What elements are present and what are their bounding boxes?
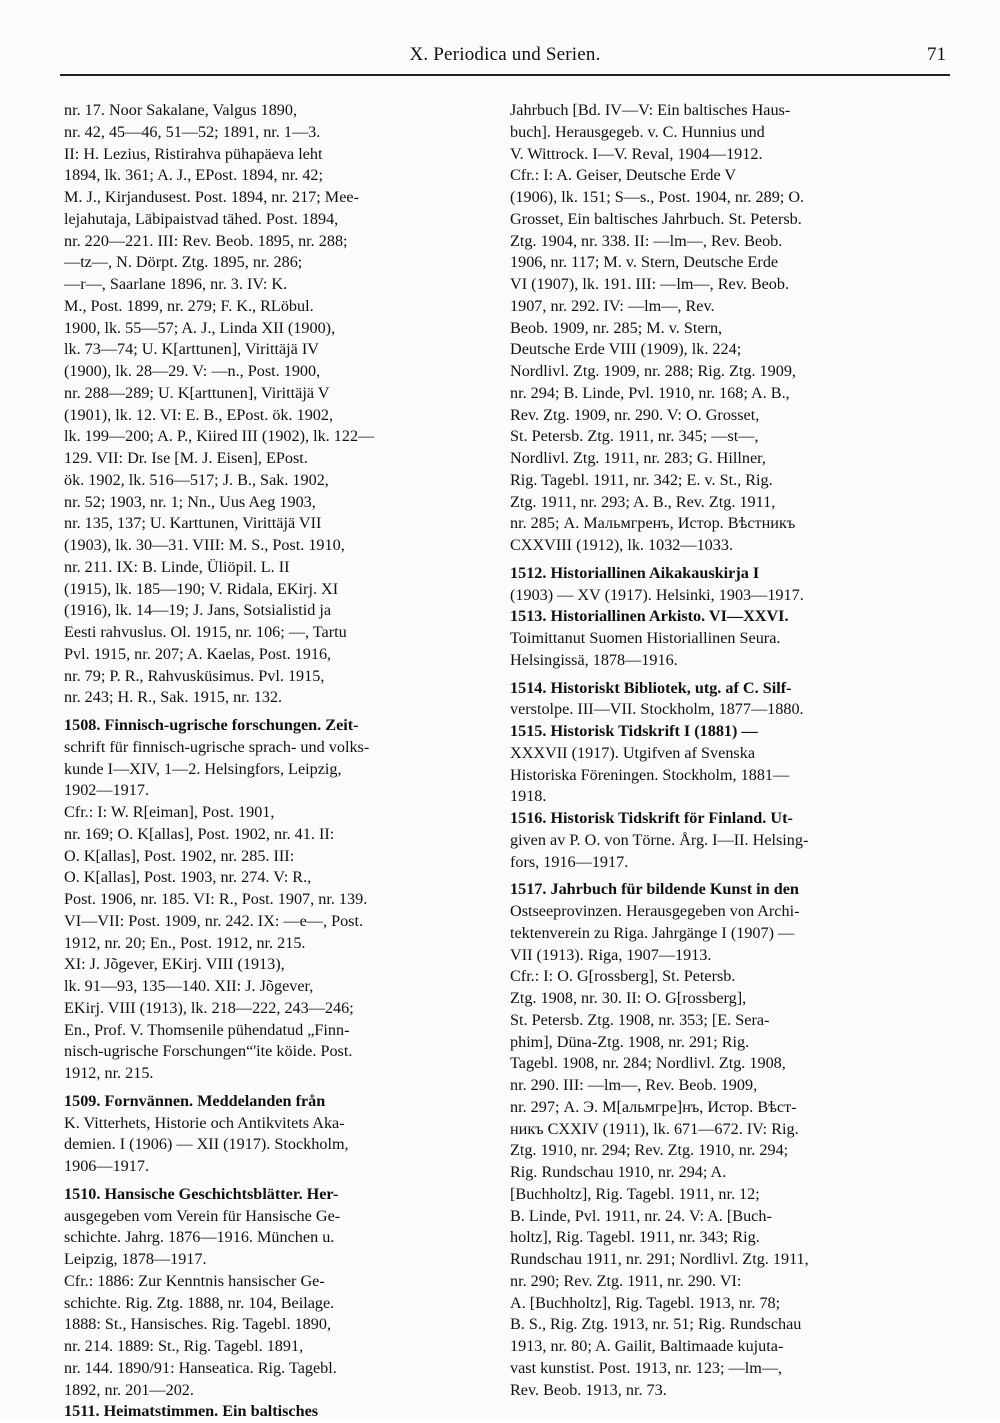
text-line: verstolpe. III—VII. Stockholm, 1877—1880.	[510, 700, 804, 719]
text-line: Helsingissä, 1878—1916.	[510, 650, 678, 669]
text-line: (1906), lk. 151; S—s., Post. 1904, nr. 289; O.	[510, 188, 805, 206]
text-line: 1918.	[510, 787, 547, 806]
text-line: B. S., Rig. Ztg. 1913, nr. 51; Rig. Rundschau	[510, 1315, 802, 1334]
text-line: Cfr.: 1886: Zur Kenntnis hansischer Ge-	[64, 1271, 325, 1290]
text-line: Eesti rahvuslus. Ol. 1915, nr. 106; —, Tartu	[64, 623, 347, 641]
page-header	[60, 40, 950, 76]
text-line: Cfr.: I: W. R[eiman], Post. 1901,	[64, 803, 275, 821]
text-line: demien. I (1906) — XII (1917). Stockholm,	[64, 1135, 349, 1154]
text-line: 1913, nr. 80; A. Gailit, Baltimaade kujuta-	[510, 1337, 784, 1355]
text-line: V. Wittrock. I—V. Reval, 1904—1912.	[510, 144, 763, 163]
text-line: XI: J. Jõgever, EKirj. VIII (1913),	[64, 955, 285, 974]
text-line: tektenverein zu Riga. Jahrgänge I (1907) —	[510, 923, 795, 942]
text-line: Ztg. 1904, nr. 338. II: —lm—, Rev. Beob.	[510, 231, 783, 250]
text-line: ök. 1902, lk. 516—517; J. B., Sak. 1902,	[64, 470, 329, 489]
text-line: (1915), lk. 185—190; V. Ridala, EKirj. XI	[64, 579, 339, 598]
text-line: Beob. 1909, nr. 285; M. v. Stern,	[510, 318, 723, 337]
text-line: schichte. Rig. Ztg. 1888, nr. 104, Beilage.	[64, 1293, 335, 1312]
text-line: nr. 52; 1903, nr. 1; Nn., Uus Aeg 1903,	[64, 492, 316, 511]
text-line: 1912, nr. 215.	[64, 1064, 154, 1082]
text-line: nr. 79; P. R., Rahvusküsimus. Pvl. 1915,	[64, 666, 325, 685]
text-line: Toimittanut Suomen Historiallinen Seura.	[510, 629, 781, 647]
text-line: 1515. Historisk Tidskrift I (1881) —	[510, 722, 758, 740]
text-line: nr. 42, 45—46, 51—52; 1891, nr. 1—3.	[64, 122, 321, 141]
text-line: —r—, Saarlane 1896, nr. 3. IV: K.	[64, 275, 288, 293]
text-line: Post. 1906, nr. 185. VI: R., Post. 1907, nr. 139.	[64, 890, 368, 908]
text-line: St. Petersb. Ztg. 1911, nr. 345; —st—,	[510, 427, 759, 446]
text-line: lk. 73—74; U. K[arttunen], Virittäjä IV	[64, 340, 319, 359]
text-line: lejahutaja, Läbipaistvad tähed. Post. 1894,	[64, 209, 339, 228]
text-line: holtz], Rig. Tagebl. 1911, nr. 343; Rig.	[510, 1228, 760, 1247]
text-line: Cfr.: I: O. G[rossberg], St. Petersb.	[510, 967, 736, 986]
text-line: Tagebl. 1908, nr. 284; Nordlivl. Ztg. 1908,	[510, 1054, 786, 1073]
text-line: nisch-ugrische Forschungen“'ite köide. Post.	[64, 1042, 353, 1061]
text-line: nr. 17. Noor Sakalane, Valgus 1890,	[64, 101, 298, 119]
text-line: Ostseeprovinzen. Herausgegeben von Archi-	[510, 902, 800, 920]
text-line: Rig. Tagebl. 1911, nr. 342; E. v. St., Rig.	[510, 470, 773, 489]
text-line: Ztg. 1911, nr. 293; A. B., Rev. Ztg. 1911,	[510, 492, 776, 511]
text-line: Jahrbuch [Bd. IV—V: Ein baltisches Haus-	[510, 101, 791, 119]
text-line: XXXVII (1917). Utgifven af Svenska	[510, 743, 756, 762]
text-line: Nordlivl. Ztg. 1911, nr. 283; G. Hillner,	[510, 449, 766, 467]
text-line: Cfr.: I: A. Geiser, Deutsche Erde V	[510, 166, 737, 185]
text-line: buch]. Herausgegeb. v. C. Hunnius und	[510, 122, 765, 141]
text-line: St. Petersb. Ztg. 1908, nr. 353; [E. Sera-	[510, 1010, 770, 1029]
text-line: nr. 214. 1889: St., Rig. Tagebl. 1891,	[64, 1337, 304, 1355]
text-line: En., Prof. V. Thomsenile pühendatud „Finn-	[64, 1020, 350, 1039]
text-line: fors, 1916—1917.	[510, 852, 629, 871]
text-line: никъ CXXIV (1911), lk. 671—672. IV: Rig.	[510, 1119, 799, 1138]
text-line: M. J., Kirjandusest. Post. 1894, nr. 217; Mee-	[64, 188, 359, 206]
text-line: 1514. Historiskt Bibliotek, utg. af C. Silf-	[510, 678, 792, 697]
text-line: nr. 220—221. III: Rev. Beob. 1895, nr. 288;	[64, 231, 348, 250]
text-line: ausgegeben vom Verein für Hansische Ge-	[64, 1206, 341, 1225]
text-line: 1906—1917.	[64, 1157, 149, 1175]
text-line: nr. 297; А. Э. М[альмгре]нъ, Истор. Вѣст-	[510, 1097, 797, 1116]
text-line: VI (1907), lk. 191. III: —lm—, Rev. Beob.	[510, 275, 790, 293]
text-line: schrift für finnisch-ugrische sprach- und volks-	[64, 737, 370, 756]
text-line: Grosset, Ein baltisches Jahrbuch. St. Petersb.	[510, 209, 802, 228]
text-line: (1916), lk. 14—19; J. Jans, Sotsialistid ja	[64, 601, 332, 620]
text-line: (1903) — XV (1917). Helsinki, 1903—1917.	[510, 585, 804, 604]
text-line: lk. 91—93, 135—140. XII: J. Jõgever,	[64, 977, 314, 995]
text-line: 1894, lk. 361; A. J., EPost. 1894, nr. 42;	[64, 166, 324, 185]
text-line: K. Vitterhets, Historie och Antikvitets Aka-	[64, 1113, 345, 1132]
text-line: Historiska Föreningen. Stockholm, 1881—	[510, 765, 790, 784]
text-line: 1513. Historiallinen Arkisto. VI—XXVI.	[510, 607, 789, 626]
text-line: nr. 290; Rev. Ztg. 1911, nr. 290. VI:	[510, 1271, 742, 1290]
text-line: nr. 144. 1890/91: Hanseatica. Rig. Tagebl.	[64, 1358, 337, 1377]
text-line: O. K[allas], Post. 1902, nr. 285. III:	[64, 846, 295, 865]
text-line: 129. VII: Dr. Ise [M. J. Eisen], EPost.	[64, 449, 308, 467]
text-line: II: H. Lezius, Ristirahva pühapäeva leht	[64, 144, 323, 163]
left-column	[64, 100, 494, 1423]
running-title: X. Periodica und Serien.	[409, 44, 601, 65]
text-line: 1906, nr. 117; M. v. Stern, Deutsche Erde	[510, 253, 779, 272]
text-line: schichte. Jahrg. 1876—1916. München u.	[64, 1228, 335, 1247]
text-line: B. Linde, Pvl. 1911, nr. 24. V: A. [Buch-	[510, 1206, 772, 1225]
text-line: 1900, lk. 55—57; A. J., Linda XII (1900),	[64, 318, 336, 337]
text-line: 1907, nr. 292. IV: —lm—, Rev.	[510, 296, 715, 315]
text-line: 1509. Fornvännen. Meddelanden från	[64, 1091, 326, 1110]
text-line: (1901), lk. 12. VI: E. B., EPost. ök. 1902,	[64, 405, 334, 424]
text-line: nr. 290. III: —lm—, Rev. Beob. 1909,	[510, 1076, 758, 1094]
text-line: Leipzig, 1878—1917.	[64, 1250, 207, 1268]
text-line: (1903), lk. 30—31. VIII: M. S., Post. 1910,	[64, 536, 345, 554]
text-line: A. [Buchholtz], Rig. Tagebl. 1913, nr. 78;	[510, 1293, 781, 1312]
text-line: Rundschau 1911, nr. 291; Nordlivl. Ztg. 1911,	[510, 1250, 809, 1268]
text-line: (1900), lk. 28—29. V: —n., Post. 1900,	[64, 362, 321, 380]
text-line: lk. 199—200; A. P., Kiired III (1902), lk. 122—	[64, 427, 375, 446]
text-line: nr. 285; А. Мальмгренъ, Истор. Вѣстникъ	[510, 514, 796, 533]
text-line: VI—VII: Post. 1909, nr. 242. IX: —e—, Post.	[64, 911, 364, 930]
text-line: Rev. Beob. 1913, nr. 73.	[510, 1380, 667, 1399]
text-line: phim], Düna-Ztg. 1908, nr. 291; Rig.	[510, 1032, 750, 1051]
text-line: Pvl. 1915, nr. 207; A. Kaelas, Post. 1916,	[64, 644, 332, 663]
text-line: M., Post. 1899, nr. 279; F. K., RLöbul.	[64, 296, 314, 315]
text-line: Deutsche Erde VIII (1909), lk. 224;	[510, 340, 742, 359]
text-line: vast kunstist. Post. 1913, nr. 123; —lm—,	[510, 1358, 783, 1377]
text-line: nr. 169; O. K[allas], Post. 1902, nr. 41. II:	[64, 824, 335, 843]
text-line: 1888: St., Hansisches. Rig. Tagebl. 1890,	[64, 1315, 331, 1334]
text-line: Rev. Ztg. 1909, nr. 290. V: O. Grosset,	[510, 405, 760, 424]
text-line: 1512. Historiallinen Aikakauskirja I	[510, 563, 760, 582]
text-line: nr. 288—289; U. K[arttunen], Virittäjä V	[64, 383, 330, 402]
text-line: CXXVIII (1912), lk. 1032—1033.	[510, 536, 734, 554]
text-line: given av P. O. von Törne. Årg. I—II. Helsing-	[510, 830, 809, 849]
text-line: 1892, nr. 201—202.	[64, 1380, 194, 1399]
text-line: 1517. Jahrbuch für bildende Kunst in den	[510, 880, 799, 899]
text-line: 1902—1917.	[64, 781, 149, 800]
text-line: EKirj. VIII (1913), lk. 218—222, 243—246;	[64, 998, 354, 1017]
right-column	[510, 100, 946, 1401]
page-number: 71	[927, 44, 946, 65]
text-line: nr. 135, 137; U. Karttunen, Virittäjä VII	[64, 514, 322, 533]
text-line: 1510. Hansische Geschichtsblätter. Her-	[64, 1184, 339, 1203]
text-line: nr. 294; B. Linde, Pvl. 1910, nr. 168; A. B.,	[510, 383, 790, 402]
text-line: 1516. Historisk Tidskrift för Finland. Ut-	[510, 809, 793, 827]
text-line: 1511. Heimatstimmen. Ein baltisches	[64, 1402, 319, 1421]
text-line: nr. 211. IX: B. Linde, Üliöpil. L. II	[64, 557, 290, 576]
text-line: —tz—, N. Dörpt. Ztg. 1895, nr. 286;	[64, 253, 303, 272]
text-line: [Buchholtz], Rig. Tagebl. 1911, nr. 12;	[510, 1184, 760, 1203]
text-line: VII (1913). Riga, 1907—1913.	[510, 945, 712, 964]
text-line: Nordlivl. Ztg. 1909, nr. 288; Rig. Ztg. 1909,	[510, 362, 796, 380]
text-line: Ztg. 1910, nr. 294; Rev. Ztg. 1910, nr. 294;	[510, 1141, 789, 1160]
text-line: kunde I—XIV, 1—2. Helsingfors, Leipzig,	[64, 759, 342, 778]
text-line: 1508. Finnisch-ugrische forschungen. Zeit-	[64, 716, 359, 734]
text-line: Rig. Rundschau 1910, nr. 294; A.	[510, 1163, 727, 1181]
text-line: nr. 243; H. R., Sak. 1915, nr. 132.	[64, 688, 283, 707]
text-line: 1912, nr. 20; En., Post. 1912, nr. 215.	[64, 933, 306, 952]
text-line: Ztg. 1908, nr. 30. II: O. G[rossberg],	[510, 989, 747, 1007]
text-line: O. K[allas], Post. 1903, nr. 274. V: R.,	[64, 868, 312, 887]
